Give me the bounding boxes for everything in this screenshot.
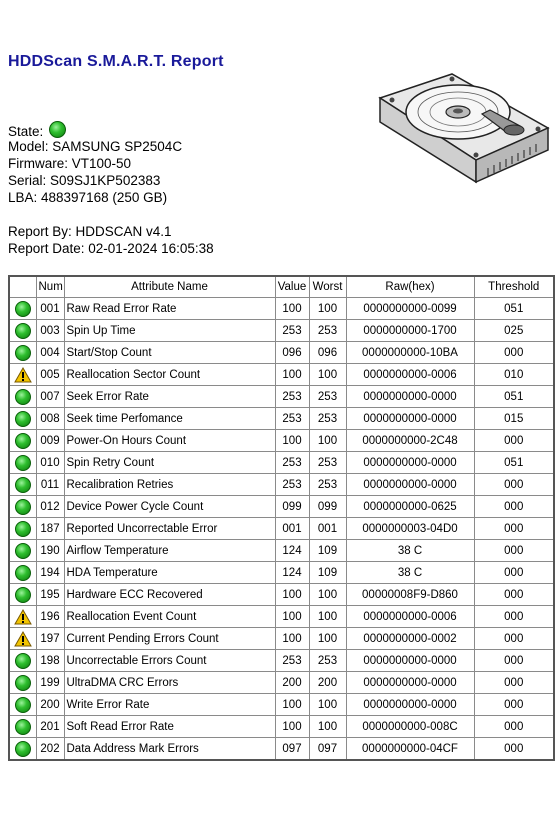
green-status-icon bbox=[9, 320, 36, 342]
attr-worst: 109 bbox=[309, 562, 346, 584]
green-status-icon bbox=[9, 518, 36, 540]
report-title: HDDScan S.M.A.R.T. Report bbox=[8, 53, 224, 70]
attr-threshold: 000 bbox=[474, 606, 554, 628]
attr-num: 190 bbox=[36, 540, 64, 562]
model-line: Model: SAMSUNG SP2504C bbox=[8, 139, 183, 154]
attr-raw: 0000000000-0000 bbox=[346, 452, 474, 474]
attr-value: 097 bbox=[275, 738, 309, 761]
attr-raw: 0000000000-0099 bbox=[346, 298, 474, 320]
attr-threshold: 000 bbox=[474, 716, 554, 738]
attr-raw: 0000000000-0000 bbox=[346, 408, 474, 430]
green-status-icon bbox=[9, 694, 36, 716]
serial-line: Serial: S09SJ1KP502383 bbox=[8, 173, 161, 188]
green-status-icon bbox=[9, 298, 36, 320]
report-date-line: Report Date: 02-01-2024 16:05:38 bbox=[8, 241, 214, 256]
attr-num: 012 bbox=[36, 496, 64, 518]
attr-value: 100 bbox=[275, 606, 309, 628]
attr-num: 197 bbox=[36, 628, 64, 650]
green-status-icon bbox=[9, 584, 36, 606]
attr-value: 124 bbox=[275, 540, 309, 562]
attr-worst: 253 bbox=[309, 386, 346, 408]
attr-name: UltraDMA CRC Errors bbox=[64, 672, 275, 694]
table-row bbox=[9, 650, 554, 672]
table-row bbox=[9, 386, 554, 408]
table-row bbox=[9, 694, 554, 716]
attr-threshold: 000 bbox=[474, 562, 554, 584]
attr-threshold: 000 bbox=[474, 474, 554, 496]
attr-worst: 100 bbox=[309, 584, 346, 606]
attr-value: 253 bbox=[275, 386, 309, 408]
attr-num: 187 bbox=[36, 518, 64, 540]
attr-name: Reallocation Sector Count bbox=[64, 364, 275, 386]
attr-raw: 00000008F9-D860 bbox=[346, 584, 474, 606]
table-row bbox=[9, 342, 554, 364]
attr-value: 100 bbox=[275, 584, 309, 606]
green-status-icon bbox=[49, 121, 66, 138]
attr-raw: 0000000000-0000 bbox=[346, 386, 474, 408]
attr-worst: 100 bbox=[309, 364, 346, 386]
table-row bbox=[9, 738, 554, 761]
attr-num: 198 bbox=[36, 650, 64, 672]
attr-name: Airflow Temperature bbox=[64, 540, 275, 562]
attr-worst: 097 bbox=[309, 738, 346, 761]
attr-name: Device Power Cycle Count bbox=[64, 496, 275, 518]
attr-threshold: 000 bbox=[474, 738, 554, 761]
attr-value: 100 bbox=[275, 716, 309, 738]
warning-icon bbox=[9, 606, 36, 628]
table-row bbox=[9, 628, 554, 650]
attr-threshold: 051 bbox=[474, 386, 554, 408]
attr-worst: 096 bbox=[309, 342, 346, 364]
attr-num: 010 bbox=[36, 452, 64, 474]
attr-num: 007 bbox=[36, 386, 64, 408]
attr-raw: 0000000000-0006 bbox=[346, 364, 474, 386]
attr-threshold: 000 bbox=[474, 584, 554, 606]
table-header-row bbox=[9, 276, 554, 298]
lba-line: LBA: 488397168 (250 GB) bbox=[8, 190, 168, 205]
attr-value: 100 bbox=[275, 298, 309, 320]
attr-worst: 099 bbox=[309, 496, 346, 518]
attr-raw: 38 C bbox=[346, 562, 474, 584]
attr-worst: 200 bbox=[309, 672, 346, 694]
attr-num: 194 bbox=[36, 562, 64, 584]
attr-threshold: 051 bbox=[474, 452, 554, 474]
attr-threshold: 025 bbox=[474, 320, 554, 342]
attr-name: Reallocation Event Count bbox=[64, 606, 275, 628]
attr-value: 001 bbox=[275, 518, 309, 540]
attr-value: 096 bbox=[275, 342, 309, 364]
attr-threshold: 000 bbox=[474, 540, 554, 562]
green-status-icon bbox=[9, 496, 36, 518]
attr-name: Seek Error Rate bbox=[64, 386, 275, 408]
table-row bbox=[9, 298, 554, 320]
green-status-icon bbox=[9, 408, 36, 430]
smart-attributes-table bbox=[8, 275, 555, 761]
attr-num: 200 bbox=[36, 694, 64, 716]
attr-name: Reported Uncorrectable Error bbox=[64, 518, 275, 540]
attr-value: 100 bbox=[275, 430, 309, 452]
report-meta bbox=[8, 223, 214, 257]
attr-name: Spin Retry Count bbox=[64, 452, 275, 474]
attr-name: Current Pending Errors Count bbox=[64, 628, 275, 650]
attr-worst: 109 bbox=[309, 540, 346, 562]
hard-drive-icon bbox=[378, 70, 550, 210]
table-body bbox=[9, 298, 554, 761]
attr-num: 196 bbox=[36, 606, 64, 628]
attr-worst: 001 bbox=[309, 518, 346, 540]
attr-num: 004 bbox=[36, 342, 64, 364]
attr-raw: 38 C bbox=[346, 540, 474, 562]
table-row bbox=[9, 474, 554, 496]
attr-worst: 100 bbox=[309, 298, 346, 320]
attr-raw: 0000000000-0625 bbox=[346, 496, 474, 518]
table-row bbox=[9, 562, 554, 584]
attr-worst: 100 bbox=[309, 606, 346, 628]
attr-name: Data Address Mark Errors bbox=[64, 738, 275, 761]
attr-num: 001 bbox=[36, 298, 64, 320]
green-status-icon bbox=[9, 738, 36, 761]
attr-threshold: 000 bbox=[474, 672, 554, 694]
attr-name: Seek time Perfomance bbox=[64, 408, 275, 430]
attr-threshold: 051 bbox=[474, 298, 554, 320]
attr-raw: 0000000000-04CF bbox=[346, 738, 474, 761]
attr-num: 008 bbox=[36, 408, 64, 430]
warning-icon bbox=[9, 364, 36, 386]
attr-raw: 0000000000-2C48 bbox=[346, 430, 474, 452]
attr-threshold: 000 bbox=[474, 518, 554, 540]
attr-name: Recalibration Retries bbox=[64, 474, 275, 496]
attr-raw: 0000000000-0002 bbox=[346, 628, 474, 650]
attr-threshold: 015 bbox=[474, 408, 554, 430]
attr-value: 253 bbox=[275, 320, 309, 342]
green-status-icon bbox=[9, 452, 36, 474]
green-status-icon bbox=[9, 650, 36, 672]
header-status bbox=[9, 276, 36, 298]
table-row bbox=[9, 716, 554, 738]
attr-raw: 0000000000-0000 bbox=[346, 474, 474, 496]
table-row bbox=[9, 430, 554, 452]
attr-num: 201 bbox=[36, 716, 64, 738]
attr-raw: 0000000000-1700 bbox=[346, 320, 474, 342]
header-threshold: Threshold bbox=[474, 276, 554, 298]
state-line bbox=[8, 121, 182, 138]
attr-worst: 100 bbox=[309, 628, 346, 650]
attr-threshold: 000 bbox=[474, 496, 554, 518]
green-status-icon bbox=[9, 474, 36, 496]
attr-name: Soft Read Error Rate bbox=[64, 716, 275, 738]
attr-worst: 100 bbox=[309, 430, 346, 452]
table-row bbox=[9, 540, 554, 562]
attr-value: 100 bbox=[275, 694, 309, 716]
attr-raw: 0000000000-0006 bbox=[346, 606, 474, 628]
attr-num: 005 bbox=[36, 364, 64, 386]
table-row bbox=[9, 320, 554, 342]
green-status-icon bbox=[9, 672, 36, 694]
table-row bbox=[9, 364, 554, 386]
attr-value: 253 bbox=[275, 474, 309, 496]
state-label: State: bbox=[8, 124, 44, 139]
warning-icon bbox=[9, 628, 36, 650]
attr-worst: 253 bbox=[309, 320, 346, 342]
attr-num: 199 bbox=[36, 672, 64, 694]
attr-num: 003 bbox=[36, 320, 64, 342]
attr-raw: 0000000000-0000 bbox=[346, 650, 474, 672]
header-num: Num bbox=[36, 276, 64, 298]
header-attribute-name: Attribute Name bbox=[64, 276, 275, 298]
attr-value: 253 bbox=[275, 650, 309, 672]
attr-threshold: 000 bbox=[474, 342, 554, 364]
table-row bbox=[9, 452, 554, 474]
attr-name: Hardware ECC Recovered bbox=[64, 584, 275, 606]
table-row bbox=[9, 496, 554, 518]
attr-num: 011 bbox=[36, 474, 64, 496]
attr-worst: 253 bbox=[309, 452, 346, 474]
attr-value: 253 bbox=[275, 452, 309, 474]
drive-info bbox=[8, 121, 182, 206]
attr-threshold: 000 bbox=[474, 628, 554, 650]
green-status-icon bbox=[9, 430, 36, 452]
table-row bbox=[9, 606, 554, 628]
green-status-icon bbox=[9, 562, 36, 584]
attr-worst: 100 bbox=[309, 716, 346, 738]
attr-value: 253 bbox=[275, 408, 309, 430]
table-row bbox=[9, 408, 554, 430]
attr-name: Write Error Rate bbox=[64, 694, 275, 716]
attr-worst: 253 bbox=[309, 650, 346, 672]
table-row bbox=[9, 672, 554, 694]
attr-value: 100 bbox=[275, 628, 309, 650]
attr-worst: 100 bbox=[309, 694, 346, 716]
green-status-icon bbox=[9, 386, 36, 408]
table-row bbox=[9, 584, 554, 606]
attr-num: 195 bbox=[36, 584, 64, 606]
attr-name: Raw Read Error Rate bbox=[64, 298, 275, 320]
attr-threshold: 000 bbox=[474, 430, 554, 452]
attr-name: Start/Stop Count bbox=[64, 342, 275, 364]
header-value: Value bbox=[275, 276, 309, 298]
attr-worst: 253 bbox=[309, 408, 346, 430]
attr-name: Power-On Hours Count bbox=[64, 430, 275, 452]
attr-raw: 0000000000-008C bbox=[346, 716, 474, 738]
attr-value: 124 bbox=[275, 562, 309, 584]
attr-threshold: 010 bbox=[474, 364, 554, 386]
table-row bbox=[9, 518, 554, 540]
attr-raw: 0000000003-04D0 bbox=[346, 518, 474, 540]
attr-raw: 0000000000-0000 bbox=[346, 672, 474, 694]
green-status-icon bbox=[9, 342, 36, 364]
header-raw: Raw(hex) bbox=[346, 276, 474, 298]
green-status-icon bbox=[9, 716, 36, 738]
report-by-line: Report By: HDDSCAN v4.1 bbox=[8, 224, 172, 239]
attr-raw: 0000000000-10BA bbox=[346, 342, 474, 364]
firmware-line: Firmware: VT100-50 bbox=[8, 156, 132, 171]
attr-num: 202 bbox=[36, 738, 64, 761]
header-worst: Worst bbox=[309, 276, 346, 298]
attr-value: 099 bbox=[275, 496, 309, 518]
attr-num: 009 bbox=[36, 430, 64, 452]
green-status-icon bbox=[9, 540, 36, 562]
attr-threshold: 000 bbox=[474, 694, 554, 716]
attr-threshold: 000 bbox=[474, 650, 554, 672]
attr-name: Uncorrectable Errors Count bbox=[64, 650, 275, 672]
attr-name: HDA Temperature bbox=[64, 562, 275, 584]
attr-value: 100 bbox=[275, 364, 309, 386]
attr-worst: 253 bbox=[309, 474, 346, 496]
attr-value: 200 bbox=[275, 672, 309, 694]
attr-name: Spin Up Time bbox=[64, 320, 275, 342]
attr-raw: 0000000000-0000 bbox=[346, 694, 474, 716]
